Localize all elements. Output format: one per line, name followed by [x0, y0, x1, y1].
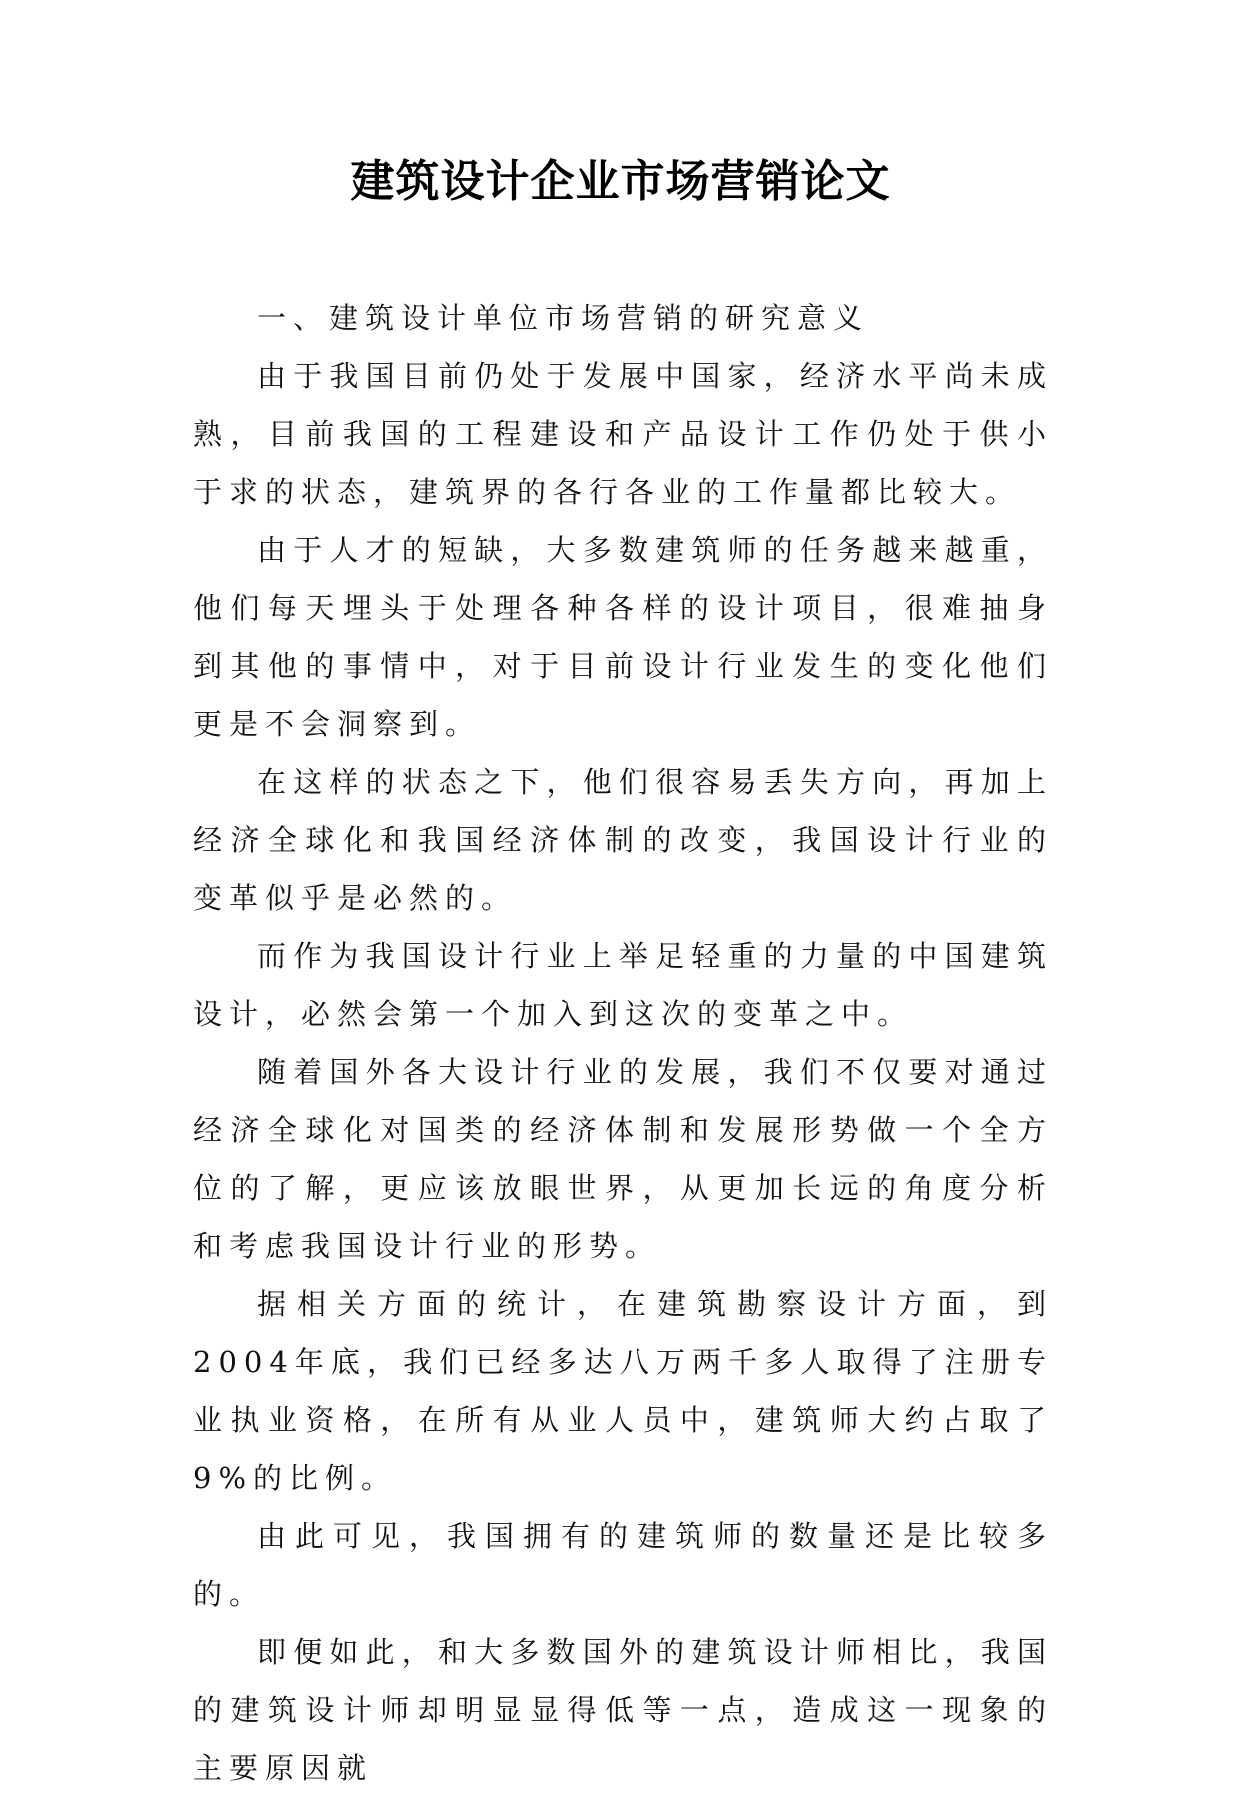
paragraph: 据相关方面的统计，在建筑勘察设计方面，到2004年底，我们已经多达八万两千多人取得了注册专业执业资格，在所有从业人员中，建筑师大约占取了9%的比例。: [193, 1287, 1053, 1495]
paragraph: 由于我国目前仍处于发展中国家，经济水平尚未成熟，目前我国的工程建设和产品设计工作仍处于供小于求的状态，建筑界的各行各业的工作量都比较大。: [193, 359, 1053, 509]
paragraph: 由于人才的短缺，大多数建筑师的任务越来越重，他们每天埋头于处理各种各样的设计项目，很难抽身到其他的事情中，对于目前设计行业发生的变化他们更是不会洞察到。: [193, 533, 1053, 741]
paragraph: 由此可见，我国拥有的建筑师的数量还是比较多的。: [193, 1519, 1053, 1611]
paragraph: 随着国外各大设计行业的发展，我们不仅要对通过经济全球化对国类的经济体制和发展形势做一个全方位的了解，更应该放眼世界，从更加长远的角度分析和考虑我国设计行业的形势。: [193, 1055, 1053, 1263]
paragraph: 而作为我国设计行业上举足轻重的力量的中国建筑设计，必然会第一个加入到这次的变革之中。: [193, 939, 1053, 1031]
paragraph: 在这样的状态之下，他们很容易丢失方向，再加上经济全球化和我国经济体制的改变，我国设计行业的变革似乎是必然的。: [193, 765, 1053, 915]
document-body: [193, 289, 1053, 1797]
paragraph: 即便如此，和大多数国外的建筑设计师相比，我国的建筑设计师却明显显得低等一点，造成这一现象的主要原因就: [193, 1635, 1053, 1785]
document-title: 建筑设计企业市场营销论文: [350, 156, 891, 207]
section-heading: 一、建筑设计单位市场营销的研究意义: [257, 301, 870, 335]
